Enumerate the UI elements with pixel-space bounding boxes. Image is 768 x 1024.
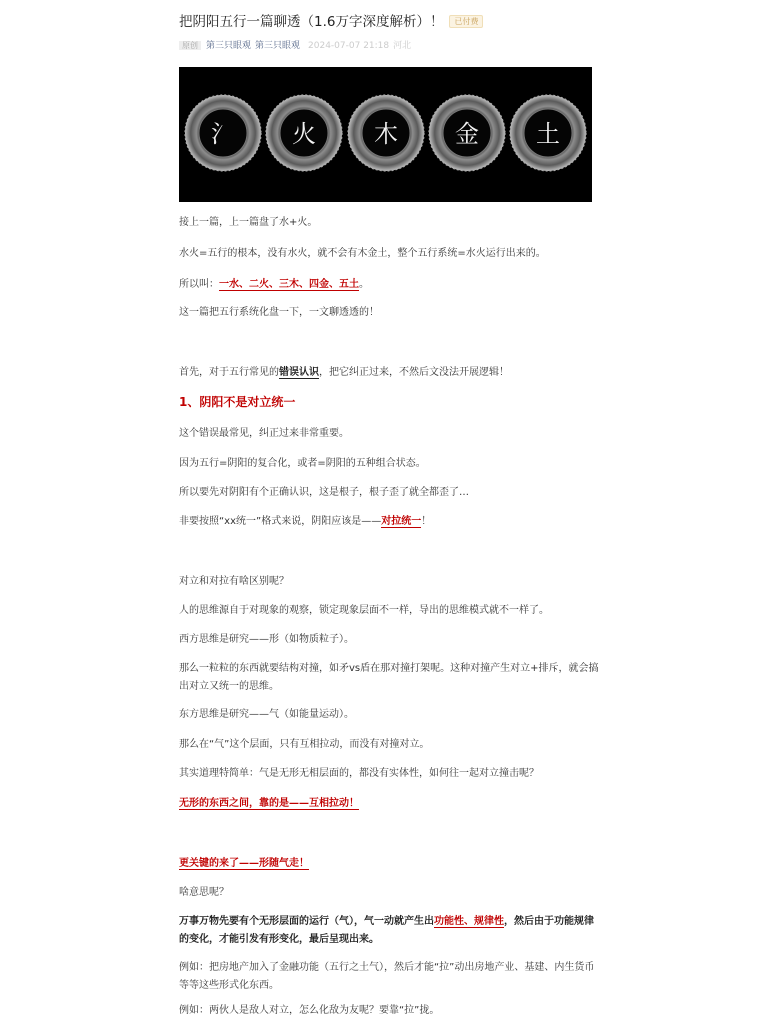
element-glyph-metal: 金 (455, 120, 479, 148)
paragraph (179, 276, 599, 294)
five-elements-banner (179, 67, 592, 202)
paid-badge: 已付费 (449, 15, 483, 28)
location: 河北 (393, 41, 412, 51)
paragraph: 这一篇把五行系统化盘一下，一文聊透透的！ (179, 307, 379, 318)
element-glyph-fire: 火 (292, 120, 316, 148)
article-title: 把阴阳五行一篇聊透（1.6万字深度解析）！ (179, 14, 444, 30)
paragraph (179, 364, 599, 382)
banner-svg (179, 67, 592, 202)
element-medallion-water (185, 95, 261, 171)
paragraph: 对立和对拉有啥区别呢？ (179, 576, 289, 587)
highlight-text: 功能性、规律性 (434, 916, 504, 927)
paragraph: 因为五行=阴阳的复合化，或者=阴阳的五种组合状态。 (179, 458, 426, 469)
highlight-text: 错误认识 (279, 367, 319, 378)
text-span: ，然后由于功能规律的变化，才能引发有形变化，最后呈现出来。 (179, 916, 594, 945)
element-medallion-wood (348, 95, 424, 171)
text-span: 首先，对于五行常见的 (179, 367, 279, 378)
paragraph: 人的思维源自于对现象的观察，锁定现象层面不一样，导出的思维模式就不一样了。 (179, 605, 549, 616)
paragraph: 西方思维是研究——形（如物质粒子）。 (179, 634, 354, 645)
element-medallion-earth (510, 95, 586, 171)
section-heading-text: 1、阴阳不是对立统一 (179, 395, 296, 409)
highlight-text: 更关键的来了——形随气走！ (179, 858, 309, 869)
text-span: 。 (359, 279, 369, 290)
element-glyph-earth: 土 (536, 120, 560, 148)
publish-date: 2024-07-07 21:18 (308, 41, 390, 51)
author-link[interactable]: 第三只眼观 (255, 41, 301, 51)
element-glyph-wood: 木 (374, 120, 398, 148)
original-tag: 原创 (179, 41, 201, 50)
text-span: ，把它纠正过来，不然后文没法开展逻辑！ (319, 367, 509, 378)
paragraph: 接上一篇，上一篇盘了水+火。 (179, 217, 318, 228)
text-span: 非要按照“xx统一”格式来说，阴阳应该是—— (179, 516, 382, 527)
paragraph (179, 795, 599, 813)
paragraph: 这个错误最常见，纠正过来非常重要。 (179, 428, 349, 439)
paragraph: 东方思维是研究——气（如能量运动）。 (179, 709, 354, 720)
element-glyph-water: 氵 (211, 120, 235, 148)
paragraph: 那么一粒粒的东西就要结构对撞，如矛vs盾在那对撞打架呢。这种对撞产生对立+排斥，就会搞出对立又统一的思维。 (179, 663, 599, 692)
highlight-text: 对拉统一 (381, 516, 422, 527)
paragraph (179, 855, 599, 873)
paragraph (179, 913, 599, 949)
title-row (179, 10, 599, 32)
paragraph (179, 513, 599, 531)
element-medallion-metal (429, 95, 505, 171)
paragraph: 例如：两伙人是敌人对立，怎么化敌为友呢？要靠“拉”拢。 (179, 1005, 440, 1016)
paragraph: 水火=五行的根本，没有水火，就不会有木金土，整个五行系统=水火运行出来的。 (179, 248, 546, 259)
source-link[interactable]: 第三只眼观 (206, 41, 252, 51)
text-span: 万事万物先要有个无形层面的运行（气），气一动就产生出 (179, 916, 434, 927)
paragraph: 啥意思呢？ (179, 887, 229, 898)
text-span: ！ (421, 516, 432, 527)
paragraph: 其实道理特简单：气是无形无相层面的，都没有实体性，如何往一起对立撞击呢？ (179, 768, 539, 779)
highlight-text: 无形的东西之间，靠的是——互相拉动！ (179, 798, 359, 809)
element-medallion-fire (266, 95, 342, 171)
highlight-text: 一水、二火、三木、四金、五土 (219, 279, 359, 290)
text-span: 所以叫： (179, 279, 219, 290)
paragraph: 例如：把房地产加入了金融功能（五行之土气），然后才能“拉”动出房地产业、基建、内生货币等等这些形式化东西。 (179, 962, 595, 991)
paragraph: 所以要先对阴阳有个正确认识，这是根子，根子歪了就全都歪了… (179, 487, 469, 498)
paragraph: 那么在“气”这个层面，只有互相拉动，而没有对撞对立。 (179, 739, 430, 750)
section-heading (179, 393, 599, 413)
article-meta (179, 38, 411, 51)
